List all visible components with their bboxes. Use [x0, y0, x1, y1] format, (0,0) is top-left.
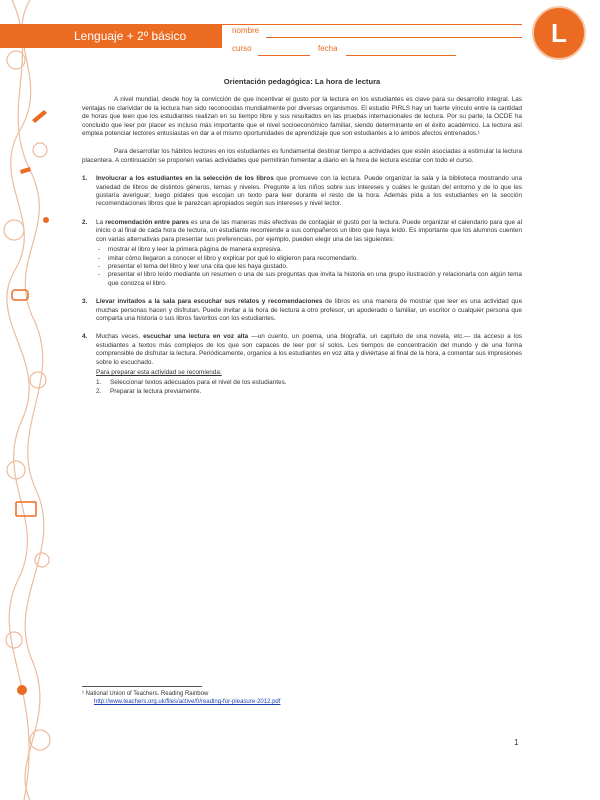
item-number: 2. [82, 218, 88, 226]
flower-icon [17, 685, 27, 695]
item-text: —un cuento, un poema, una biografía, un capítulo de una novela, etc.— da acceso a los estudiantes a textos más complejos de los que son capaces de leer por sí solos. Los tiempos de concentración del mundo y de una forma comprensible de disfrutar la lectura. Periódicamente, organice a los estudiantes en voz alta y diviértase al final de la hora, a comentar sus impresiones sobre lo escuchado. [96, 333, 522, 366]
list-item [82, 298, 522, 323]
student-info-fields [232, 24, 522, 64]
sublist-text: Seleccionar textos adecuados para el nivel de los estudiantes. [110, 379, 287, 387]
date-label: fecha [318, 44, 338, 53]
sub-intro: Para preparar esta actividad se recomienda: [96, 368, 222, 376]
item-lead: recomendación entre pares [105, 218, 189, 226]
page-number: 1 [514, 738, 519, 747]
subject-banner [0, 24, 222, 48]
bullet-item: - presentar el tema del libro y leer una cita que les haya gustado. [96, 263, 522, 271]
item-pre: La [96, 218, 106, 226]
margin-ornament [0, 0, 62, 800]
list-item [82, 333, 522, 396]
document-title: Orientación pedagógica: La hora de lectura [223, 77, 381, 86]
sublist-text: Preparar la lectura previamente. [110, 387, 202, 395]
subject-badge [532, 6, 586, 60]
pencil-icon [20, 167, 31, 174]
item-number: 3. [82, 298, 88, 306]
footnote-divider [82, 686, 202, 687]
name-field[interactable] [266, 37, 522, 38]
footnote-link[interactable]: http://www.teachers.org.uk/files/active/0/reading-for-pleasure-2012.pdf [94, 699, 281, 705]
bullet-item: - mostrar el libro y leer la primera página de manera expresiva. [96, 246, 522, 254]
decorative-margin [0, 0, 62, 800]
pen-icon [32, 110, 47, 123]
item-number: 4. [82, 333, 88, 341]
list-item [82, 219, 522, 288]
item-lead: escuchar una lectura en voz alta [143, 333, 249, 341]
item-text: que promueve con la lectura. Puede organizar la sala y la biblioteca mostrando una variedad de libros de distintos géneros, temas y niveles. Pregunte a los niños sobre sus intereses y cuáles le gustan del entorno y de lo que les gustaría averiguar; luego pídales que escojan un texto para leer durante el resto de la hora. Además pida a los estudiantes en la sección recomendaciones libros que le parezcan apropiados según sus intereses y nivel lector. [96, 175, 522, 208]
item-text: de libros es una manera de mostrar que leer es una actividad que muchas personas hacen y disfrutan. Puede invitar a la hora de lectura a otro profesor, un apoderado o familiar, un escritor o cualquier persona que comparta una historia o sus libros favoritos con los estudiantes. [96, 298, 522, 322]
bullet-list [96, 246, 522, 288]
dot-icon [43, 217, 49, 223]
sublist-item [96, 388, 522, 396]
document-body [82, 78, 522, 406]
footnote [82, 690, 522, 706]
item-pre: Muchas veces, [96, 333, 144, 341]
badge-letter: L [551, 17, 567, 48]
intro-paragraph: A nivel mundial, desde hoy la convicción de que incentivar el gusto por la lectura en los estudiantes es clave para su desarrollo integral. Las ventajas ne clarividar de la lectura han sido reconocidas mundialmente por diversas organismos. El estudio PIRLS hay un fuerte vínculo entre la cantidad de horas que leen que los estudiantes realizan en su tiempo libre y sus resultados en las pruebas internacionales de lectura. Por su parte, la OCDE ha concluido que leer por placer es incluso más importante que el nivel socioeconómico familiar, siendo determinante en el éxito académico. La lectura así emplea potenciar lectores entusiastas en dar a el mismo oportunidades de aprendizaje que son estudiantes a lo ambos afectos entrenados.¹ [82, 96, 522, 138]
item-number: 1. [82, 175, 88, 183]
book-icon [16, 502, 36, 516]
item-lead: Involucrar a los estudiantes en la selección de los libros [96, 175, 274, 183]
numbered-sublist [96, 379, 522, 396]
course-label: curso [232, 44, 252, 53]
intro-paragraph-2: Para desarrollar los hábitos lectores en los estudiantes es fundamental destinar tiempo a actividades que estén asociadas a estimular la lectura placentera. A continuación se proponen varias actividades que permitirán fomentar a diario en la hora de lectura escolar con todo el curso. [82, 148, 522, 164]
item-lead: Llevar invitados a la sala para escuchar sus relatos y recomendaciones [96, 298, 323, 306]
sublist-number: 1. [96, 379, 102, 387]
item-text: es una de las maneras más efectivas de contagiar el gusto por la lectura. Puede organizar el calendario para que al inicio o al final de cada hora de lectura, un estudiante recomiende a sus compañeros un libro que haya leído. Es importante que los alumnos cuenten con varias alternativas para presentar sus preferencias, por ejemplo, pueden elegir una de las siguientes: [96, 218, 522, 243]
date-field[interactable] [346, 55, 456, 56]
list-item [82, 175, 522, 209]
sublist-item [96, 379, 522, 387]
bullet-item: - presentar el libro leído mediante un resumen o una de sus preguntas que invita la historia en una grupo ilustración y relacionarla con algún tema que conozca el libro. [96, 271, 522, 288]
footnote-text: ¹ National Union of Teachers. Reading Rainbow [82, 691, 209, 697]
subject-label: Lenguaje + 2º básico [74, 29, 187, 43]
sublist-number: 2. [96, 387, 102, 395]
name-label: nombre [232, 26, 260, 35]
bullet-item: - imitar cómo llegaron a conocer el libro y explicar por qué lo eligieron para recomendarlo. [96, 255, 522, 263]
course-field[interactable] [258, 55, 310, 56]
